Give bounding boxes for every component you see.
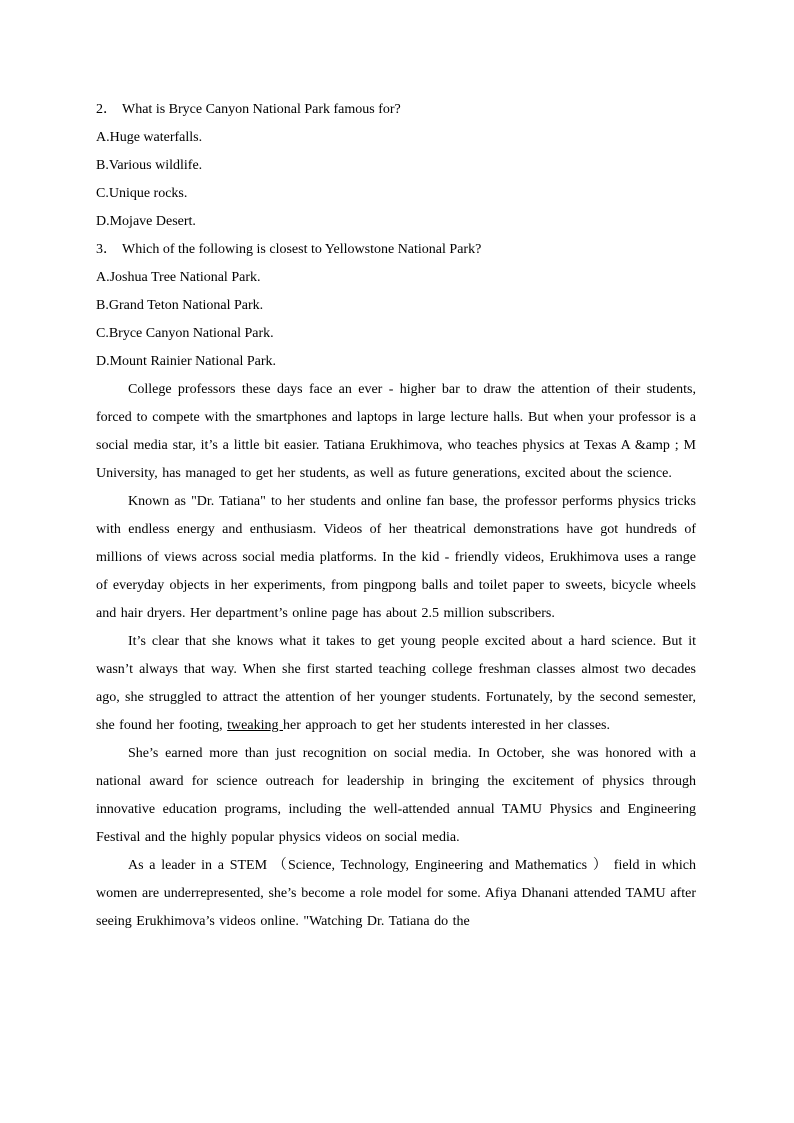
passage-paragraph-1: College professors these days face an ever - higher bar to draw the attention of their students, forced to compete with the smartphones and laptops in large lecture halls. But when your professor is a social media star, it’s a little bit easier. Tatiana Erukhimova, who teaches physics at Texas A &amp ; M University, has managed to get her students, as well as future generations, excited about the science.	[96, 382, 696, 481]
question-number: 2．	[96, 102, 117, 117]
passage-paragraph-4: She’s earned more than just recognition on social media. In October, she was honored with a national award for science outreach for leadership in bringing the excitement of physics through innovative education programs, including the well-attended annual TAMU Physics and Engineering Festival and the highly popular physics videos on social media.	[96, 746, 696, 845]
underlined-word: tweaking	[227, 718, 283, 733]
passage-paragraph-3	[96, 628, 696, 740]
option-b: B.Grand Teton National Park.	[96, 298, 264, 313]
question-text: What is Bryce Canyon National Park famous for?	[122, 102, 401, 117]
option-a: A.Joshua Tree National Park.	[96, 270, 261, 285]
paragraph-text: her approach to get her students interested in her classes.	[282, 718, 610, 733]
passage-paragraph-2: Known as "Dr. Tatiana" to her students and online fan base, the professor performs physics tricks with endless energy and enthusiasm. Videos of her theatrical demonstrations have got hundreds of millions of views across social media platforms. In the kid - friendly videos, Erukhimova uses a range of everyday objects in her experiments, from pingpong balls and toilet paper to sweets, bicycle wheels and hair dryers. Her department’s online page has about 2.5 million subscribers.	[96, 494, 696, 621]
question-3-stem	[96, 236, 696, 264]
question-2-stem	[96, 96, 696, 124]
option-a: A.Huge waterfalls.	[96, 130, 203, 145]
option-c: C.Bryce Canyon National Park.	[96, 326, 274, 341]
passage-paragraph-5: As a leader in a STEM （Science, Technology, Engineering and Mathematics ） field in which women are underrepresented, she’s become a role model for some. Afiya Dhanani attended TAMU after seeing Erukhimova’s videos online. "Watching Dr. Tatiana do the	[96, 858, 696, 929]
option-d: D.Mount Rainier National Park.	[96, 354, 277, 369]
question-number: 3．	[96, 242, 117, 257]
option-c: C.Unique rocks.	[96, 186, 188, 201]
option-b: B.Various wildlife.	[96, 158, 203, 173]
paragraph-text: It’s clear that she knows what it takes to get young people excited about a hard science. But it wasn’t always that way. When she first started teaching college freshman classes almost two decades ago, she struggled to attract the attention of her younger students. Fortunately, by the second semester, she found her footing,	[96, 634, 696, 733]
option-d: D.Mojave Desert.	[96, 214, 196, 229]
question-text: Which of the following is closest to Yellowstone National Park?	[122, 242, 482, 257]
document-page	[96, 96, 696, 936]
